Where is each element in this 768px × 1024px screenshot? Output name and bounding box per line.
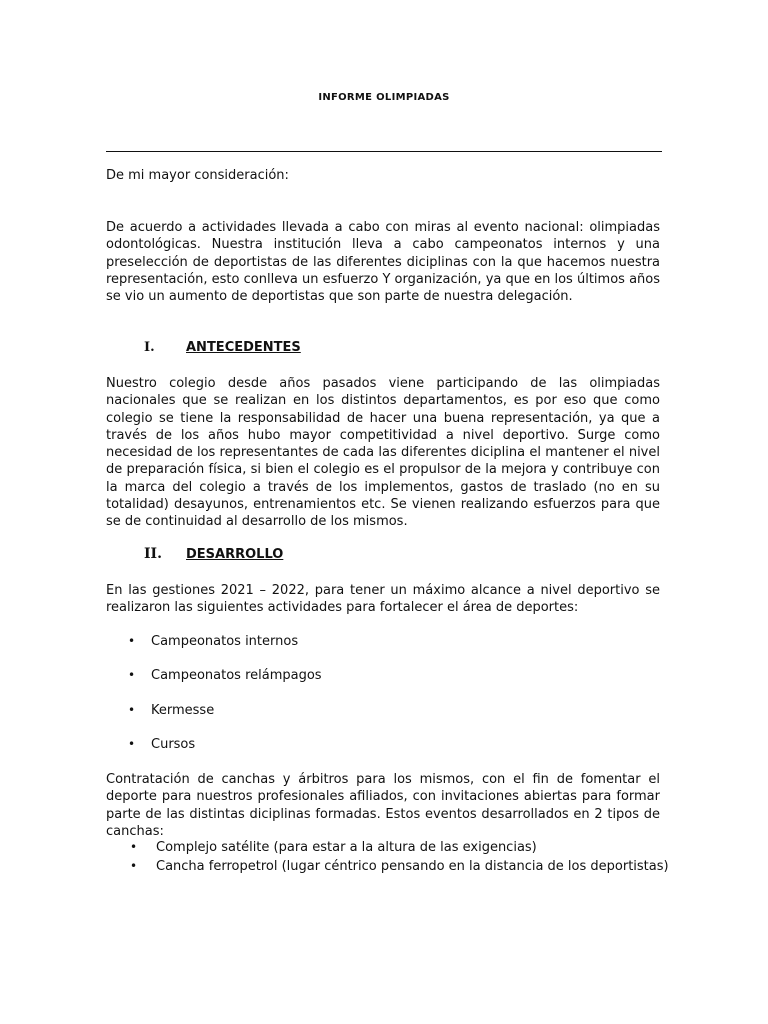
section-title: DESARROLLO bbox=[186, 547, 284, 562]
contracting-paragraph: Contratación de canchas y árbitros para los mismos, con el fin de fomentar el deporte para nuestros profesionales afiliados, con invitaciones abiertas para formar parte de las distintas diciplinas formadas. Estos eventos desarrollados en 2 tipos de canchas: bbox=[106, 772, 660, 839]
bullet-icon: • bbox=[128, 737, 136, 751]
bullet-icon: • bbox=[128, 634, 136, 648]
document-title: INFORME OLIMPIADAS bbox=[318, 92, 450, 103]
antecedentes-paragraph: Nuestro colegio desde años pasados viene participando de las olimpiadas nacionales que se realizan en los distintos departamentos, es por eso que como colegio se tiene la responsabilidad de hacer una buena representación, ya que a través de los años hubo mayor competitividad a nivel deportivo. Surge como necesidad de los representantes de cada las diferentes diciplina el mantener el nivel de preparación física, si bien el colegio es el propulsor de la mejora y contribuye con la marca del colegio a través de los implementos, gastos de traslado (no en su totalidad) desayunos, entrenamientos etc. Se vienen realizando esfuerzos para que se de continuidad al desarrollo de los mismos. bbox=[106, 376, 660, 530]
intro-paragraph: De acuerdo a actividades llevada a cabo con miras al evento nacional: olimpiadas odontológicas. Nuestra institución lleva a cabo campeonatos internos y una preselección de deportistas de las diferentes diciplinas con la que hacemos nuestra representación, esto conlleva un esfuerzo Y organización, ya que en los últimos años se vio un aumento de deportistas que son parte de nuestra delegación. bbox=[106, 220, 660, 305]
list-item: • Campeonatos relámpagos bbox=[128, 668, 322, 683]
list-item: • Cancha ferropetrol (lugar céntrico pensando en la distancia de los deportistas) bbox=[130, 859, 669, 874]
salutation: De mi mayor consideración: bbox=[106, 168, 289, 183]
section-heading-antecedentes bbox=[144, 340, 301, 355]
section-number: II. bbox=[144, 546, 162, 562]
section-title: ANTECEDENTES bbox=[186, 340, 301, 355]
section-number: I. bbox=[144, 340, 155, 355]
title-divider bbox=[106, 151, 662, 152]
list-item: • Kermesse bbox=[128, 703, 215, 718]
bullet-icon: • bbox=[128, 703, 136, 717]
bullet-icon: • bbox=[130, 859, 138, 873]
list-item: • Cursos bbox=[128, 737, 196, 752]
list-item: • Campeonatos internos bbox=[128, 634, 299, 649]
section-heading-desarrollo bbox=[144, 546, 283, 562]
bullet-icon: • bbox=[130, 840, 138, 854]
list-item: • Complejo satélite (para estar a la altura de las exigencias) bbox=[130, 840, 537, 855]
bullet-icon: • bbox=[128, 668, 136, 682]
desarrollo-paragraph: En las gestiones 2021 – 2022, para tener un máximo alcance a nivel deportivo se realizaron las siguientes actividades para fortalecer el área de deportes: bbox=[106, 583, 660, 616]
